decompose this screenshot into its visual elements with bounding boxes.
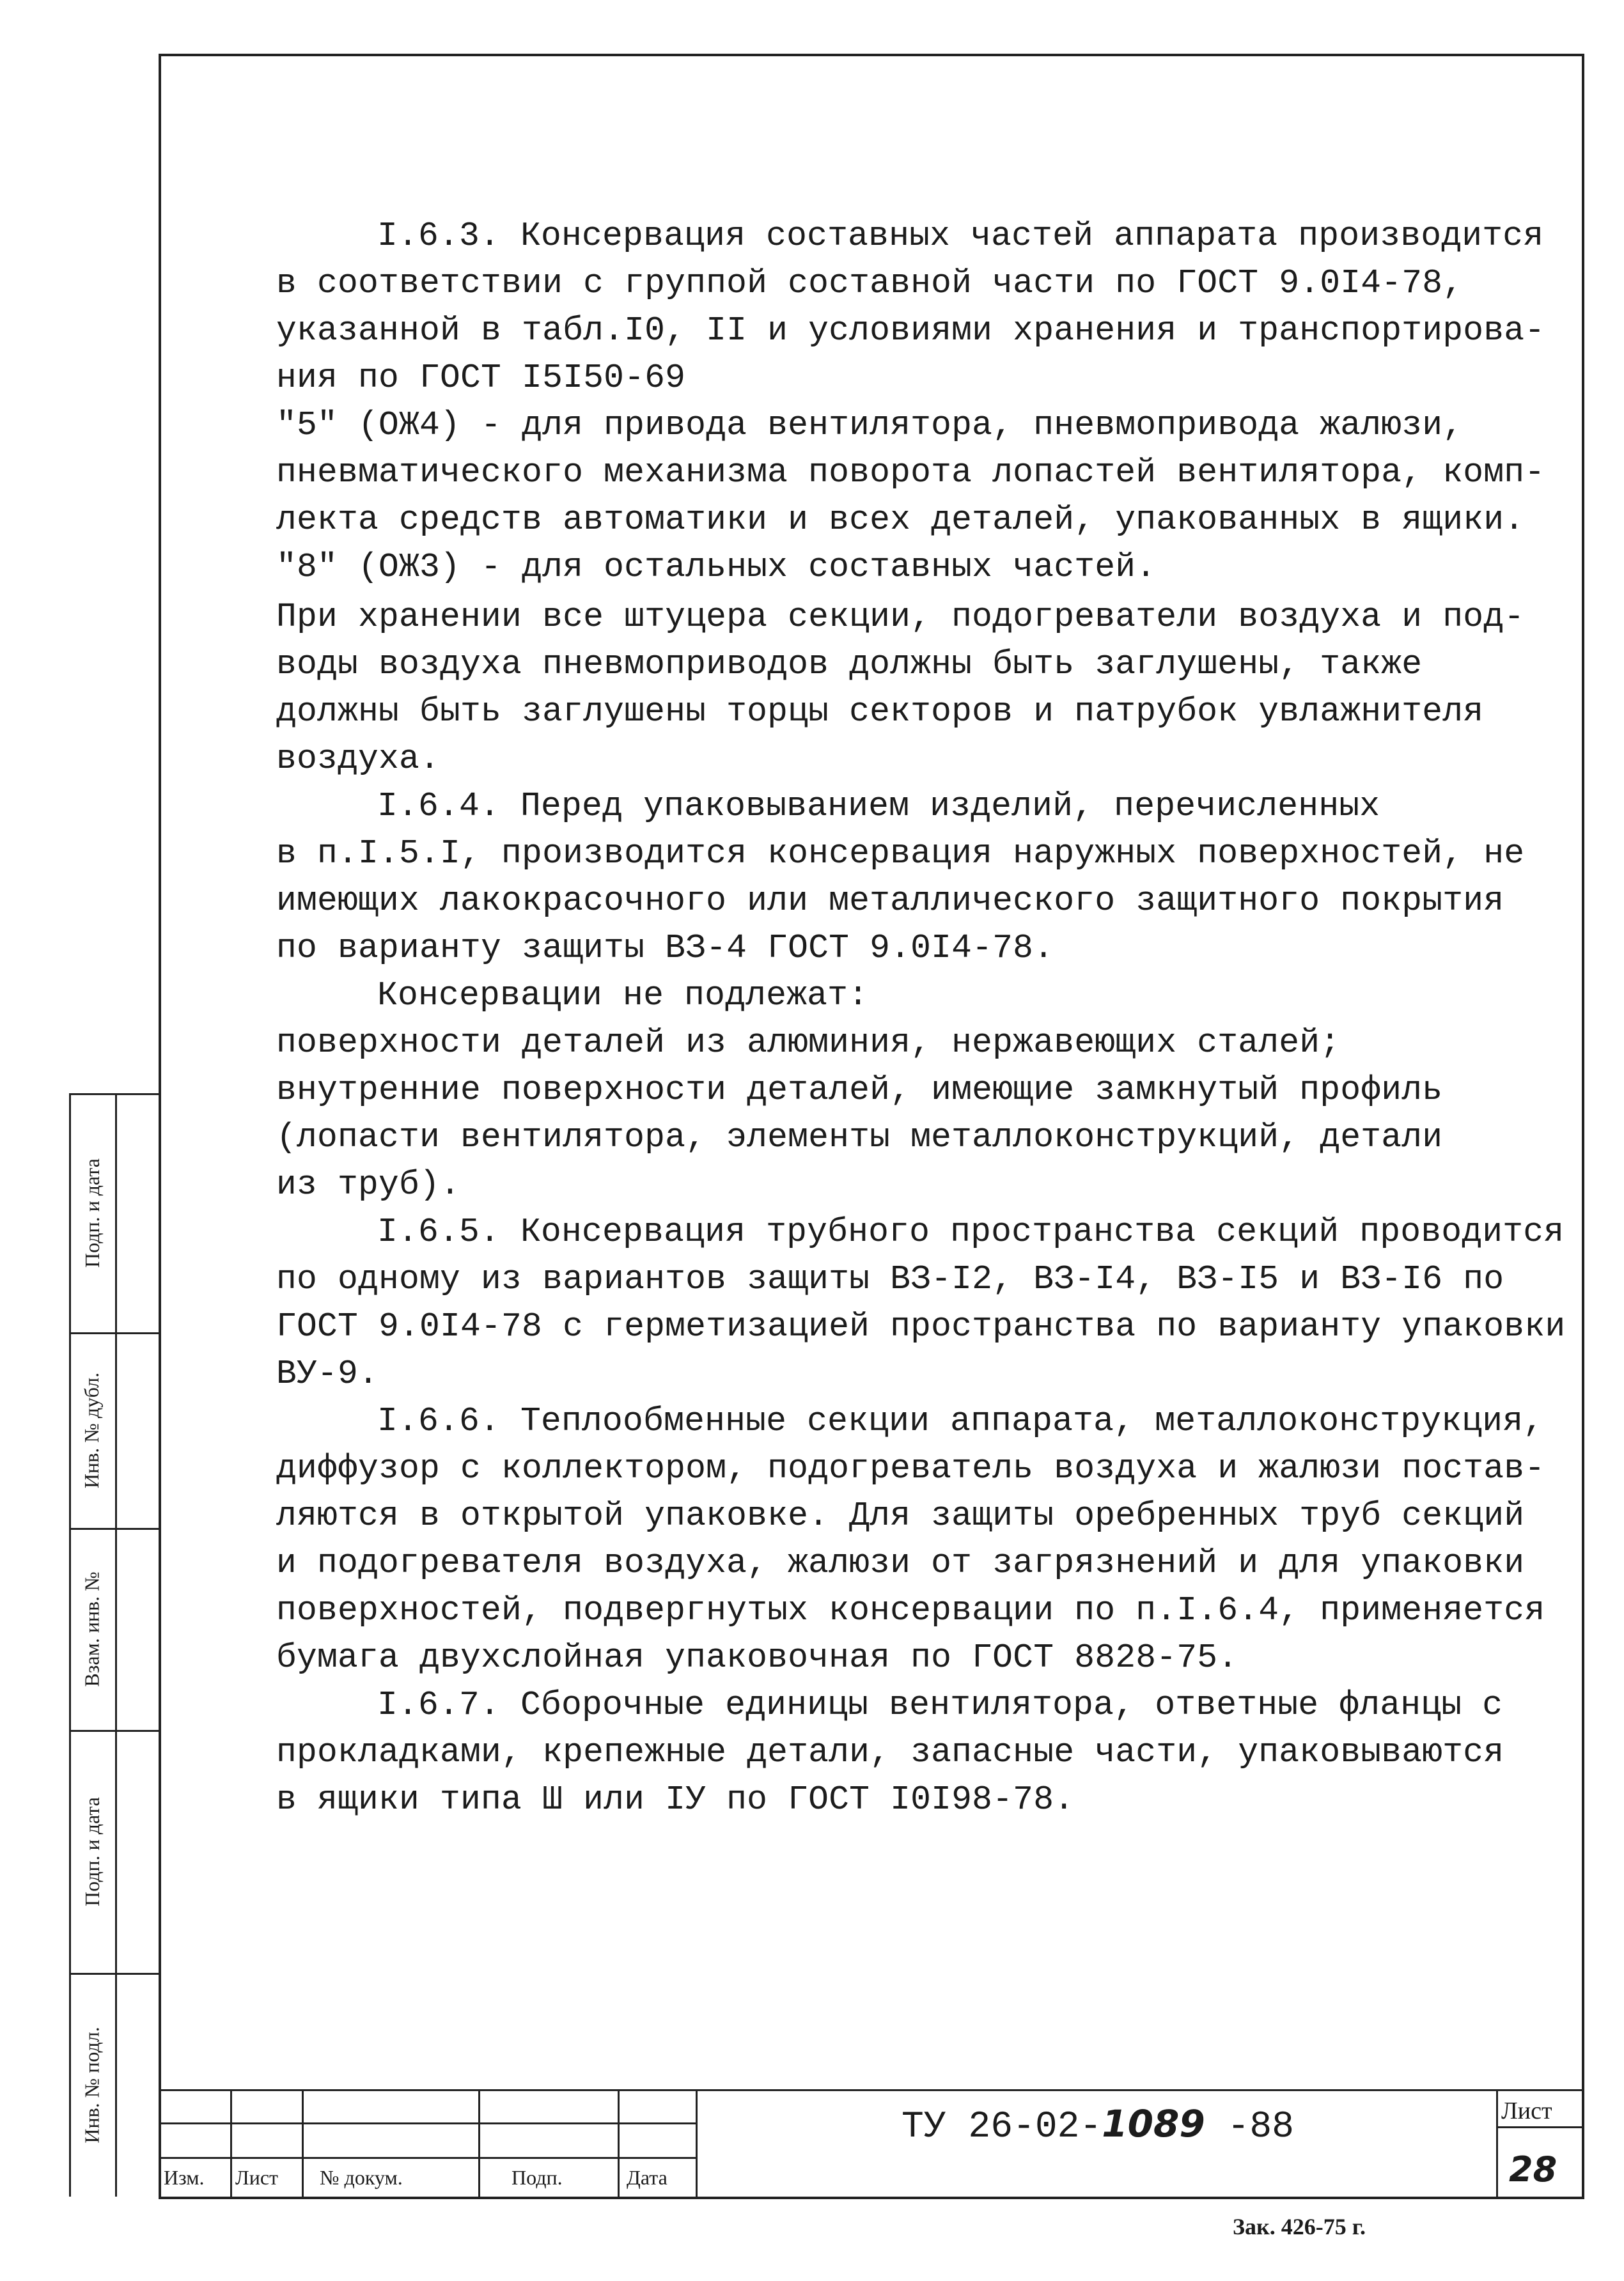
text-line: I.6.6. Теплообменные секции аппарата, металлоконструкция, <box>377 1402 1544 1440</box>
side-strip-divider <box>115 1093 117 2197</box>
text-line: ляются в открытой упаковке. Для защиты оребренных труб секций <box>276 1497 1525 1535</box>
text-line: должны быть заглушены торцы секторов и патрубок увлажнителя <box>276 692 1484 731</box>
title-block-line <box>1496 2126 1583 2128</box>
side-label-vzam-inv: Взам. инв. № <box>80 1571 104 1687</box>
text-line: внутренние поверхности деталей, имеющие замкнутый профиль <box>276 1071 1443 1109</box>
text-line: ВУ-9. <box>276 1355 379 1393</box>
text-line: ГОСТ 9.0I4-78 с герметизацией пространства по варианту упаковки <box>276 1307 1566 1346</box>
text-line: по одному из вариантов защиты ВЗ-I2, ВЗ-I4, ВЗ-I5 и ВЗ-I6 по <box>276 1260 1504 1298</box>
frame-bottom-border <box>159 2197 1584 2199</box>
frame-left-border <box>159 54 161 2197</box>
text-line: I.6.7. Сборочные единицы вентилятора, ответные фланцы с <box>377 1686 1503 1724</box>
text-line: в п.I.5.I, производится консервация наружных поверхностей, не <box>276 834 1525 873</box>
frame-top-border <box>159 54 1583 56</box>
document-designation: ТУ 26-02-1089 -88 <box>902 2102 1294 2148</box>
text-line: (лопасти вентилятора, элементы металлоконструкций, детали <box>276 1118 1443 1156</box>
order-note: Зак. 426-75 г. <box>1233 2214 1366 2239</box>
text-line: "8" (ОЖ3) - для остальных составных частей. <box>276 548 1157 586</box>
text-line: по варианту защиты ВЗ-4 ГОСТ 9.0I4-78. <box>276 929 1054 967</box>
text-line: воздуха. <box>276 740 441 778</box>
column-label-list: Лист <box>235 2166 279 2189</box>
side-label-inv-podl: Инв. № подл. <box>80 2026 104 2144</box>
text-line: указанной в табл.I0, II и условиями хранения и транспортирова- <box>276 311 1545 350</box>
column-label-doc-number: № докум. <box>320 2166 403 2189</box>
side-label-inv-dubl: Инв. № дубл. <box>80 1372 104 1488</box>
text-line: в соответствии с группой составной части по ГОСТ 9.0I4-78, <box>276 264 1464 302</box>
text-line: прокладками, крепежные детали, запасные части, упаковываются <box>276 1733 1504 1771</box>
text-line: воды воздуха пневмоприводов должны быть заглушены, также <box>276 645 1423 683</box>
text-line: I.6.4. Перед упаковыванием изделий, перечисленных <box>377 787 1380 825</box>
title-block-line <box>230 2089 232 2197</box>
title-block-line <box>478 2089 480 2197</box>
text-line: Консервации не подлежат: <box>377 976 869 1015</box>
title-block-line <box>1496 2089 1498 2197</box>
text-line: поверхностей, подвергнутых консервации по п.I.6.4, применяется <box>276 1591 1545 1630</box>
title-block-line <box>696 2089 698 2197</box>
text-line: I.6.5. Консервация трубного пространства секций проводится <box>377 1213 1565 1251</box>
frame-right-border <box>1582 54 1584 2197</box>
text-line: и подогревателя воздуха, жалюзи от загрязнений и для упаковки <box>276 1544 1525 1582</box>
text-line: I.6.3. Консервация составных частей аппарата производится <box>377 217 1544 255</box>
text-line: поверхности деталей из алюминия, нержавеющих сталей; <box>276 1024 1341 1062</box>
text-line: диффузор с коллектором, подогреватель воздуха и жалюзи постав- <box>276 1449 1545 1488</box>
title-block-line <box>302 2089 304 2197</box>
title-block-line <box>159 2157 696 2159</box>
column-label-izm: Изм. <box>164 2166 205 2189</box>
text-line: в ящики типа Ш или IУ по ГОСТ I0I98-78. <box>276 1780 1075 1819</box>
column-label-signature: Подп. <box>511 2166 563 2189</box>
text-line: пневматического механизма поворота лопастей вентилятора, комп- <box>276 453 1545 492</box>
sheet-number: 28 <box>1509 2149 1558 2190</box>
column-label-date: Дата <box>627 2166 668 2189</box>
text-line: бумага двухслойная упаковочная по ГОСТ 8828-75. <box>276 1639 1238 1677</box>
text-line: из труб). <box>276 1165 461 1204</box>
title-block-line <box>618 2089 620 2197</box>
text-line: При хранении все штуцера секции, подогреватели воздуха и под- <box>276 598 1525 636</box>
text-line: ния по ГОСТ I5I50-69 <box>276 359 686 397</box>
side-stamp-strip <box>69 1093 159 2197</box>
sheet-label: Лист <box>1501 2098 1552 2124</box>
side-label-podp-data: Подп. и дата <box>80 1158 104 1268</box>
side-label-podp-data: Подп. и дата <box>80 1796 104 1906</box>
text-line: "5" (ОЖ4) - для привода вентилятора, пневмопривода жалюзи, <box>276 406 1464 444</box>
title-block-line <box>159 2089 1583 2091</box>
title-block-line <box>159 2122 696 2124</box>
text-line: лекта средств автоматики и всех деталей, упакованных в ящики. <box>276 501 1525 539</box>
text-line: имеющих лакокрасочного или металлического защитного покрытия <box>276 882 1504 920</box>
